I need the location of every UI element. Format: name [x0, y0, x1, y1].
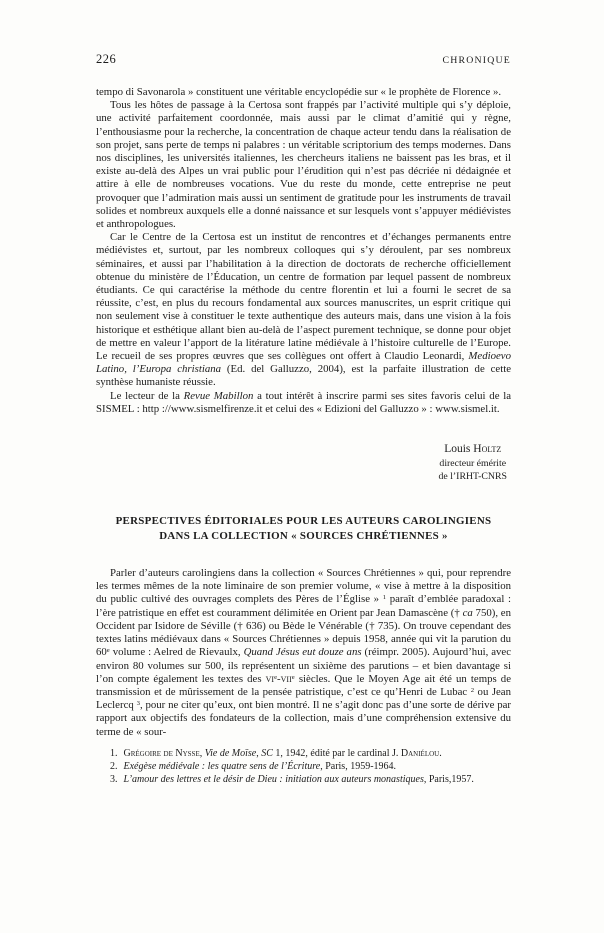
running-title: CHRONIQUE	[442, 55, 511, 66]
paragraph-continuation: tempo di Savonarola » constituent une véritable encyclopédie sur « le prophète de Florence ».	[96, 86, 502, 98]
author-name: Louis Holtz	[444, 443, 502, 456]
signature-block	[439, 442, 508, 483]
article-title	[96, 514, 511, 544]
running-head	[96, 52, 511, 67]
next-article	[96, 514, 511, 786]
page-number: 226	[96, 52, 117, 66]
paragraph: Tous les hôtes de passage à la Certosa sont frappés par l’activité multiple qui s’y déploie, une activité parfaitement coordonnée, mais aussi par le climat d’amitié qui y règne, l’enthousiasme pour la recherche, la concentration de chaque acteur tendu dans la réalisation de son projet, sans perte de temps ni palabres : un véritable scriptorium des temps modernes. Dans nos disciplines, les universités italiennes, les chercheurs italiens ne baissent pas les bras, et il existe au-delà des Alpes un vrai public pour l’érudition qui n’est pas décriée ni dédaignée et attire à elle de nombreuses vocations. Vue du reste du monde, cette entreprise ne peut provoquer que l’admiration mais aussi un sentiment de gratitude pour les instruments de travail solides et nombreux auxquels elle a donné naissance et sur lesquels vont s’appuyer médiévistes et anthropologues.	[96, 99, 511, 231]
footnote-3	[96, 773, 511, 786]
footnote-text: Grégoire de Nysse, Vie de Moïse, SC 1, 1942, édité par le cardinal J. Daniélou.	[123, 747, 442, 759]
chronique-article-end	[96, 86, 511, 483]
paragraph: Parler d’auteurs carolingiens dans la collection « Sources Chrétiennes » qui, pour reprendre les termes mêmes de la note liminaire de son premier volume, « vise à mettre à la disposition du public cultivé des ouvrages complets des Pères de l’Église » $^1$ paraît d’emblée paradoxal : l’ère patristique en effet est couramment délimitée en Orient par Jean Damascène († ca 750), en Occident par Isidore de Séville († 636) ou Bède le Vénérable († 735). On trouve cependant des textes latins médiévaux dans « Sources Chrétiennes » depuis 1958, année qui vit la parution du 60e volume : Aelred de Rievaulx, Quand Jésus eut douze ans (réimpr. 2005). Aujourd’hui, avec environ 80 volumes sur 500, ils représentent un sixième des parutions – et bien davantage si l’on compte également les textes des $vi^e-vii^e$ siècles. Que le Moyen Age ait été un temps de transmission et de mûrissement de la pensée patristique, c’est ce qu’Henri de Lubac $^2$ ou Jean Leclercq $^3$, pour ne citer qu’eux, ont bien montré. Il ne s’agit donc pas d’une sorte de dérive par rapport aux objectifs des fondateurs de la collection, mais d’une compréhension extensive du terme de « sour-	[96, 567, 512, 738]
footnote-1	[96, 747, 511, 760]
article-title-line-1: PERSPECTIVES ÉDITORIALES POUR LES AUTEURS CAROLINGIENS	[115, 515, 492, 528]
footnote-number: 3.	[110, 773, 118, 785]
author-role-line: directeur émérite	[439, 458, 507, 470]
footnote-text: L’amour des lettres et le désir de Dieu : initiation aux auteurs monastiques, Paris,1957.	[123, 773, 474, 785]
article-title-line-2: DANS LA COLLECTION « SOURCES CHRÉTIENNES »	[159, 530, 448, 543]
footnote-text: Exégèse médiévale : les quatre sens de l’Écriture, Paris, 1959-1964.	[123, 760, 397, 772]
footnote-number: 1.	[110, 747, 118, 759]
footnotes	[96, 747, 511, 786]
author-affiliation-line: de l’IRHT-CNRS	[438, 470, 507, 482]
paragraph: Car le Centre de la Certosa est un institut de rencontres et d’échanges permanents entre médiévistes et, surtout, par les nombreux colloques qui s’y déroulent, par ses nombreux séminaires, et aussi par l’habilitation à la direction de doctorats de recherche officiellement obtenue du ministère de l’Éducation, un centre de formation par lequel passent de nombreux étudiants. Ce qui caractérise la méthode du centre florentin et lui a fourni le secret de sa réussite, c’est, en plus du recours fondamental aux sources manuscrites, un esprit critique qui non seulement vise à constituer le texte authentique des auteurs mais, dans une vision à la fois historique et esthétique allant bien au-delà de l’aspect purement technique, se donne pour objet de mettre en valeur l’apport de la litérature latine médiévale à l’histoire culturelle de l’Europe. Le recueil de ses propres œuvres que ses collègues ont offert à Claudio Leonardi, Medioevo Latino, l’Europa christiana (Ed. del Galluzzo, 2004), est la parfaite illustration de cette synthèse humaniste réussie.	[96, 231, 511, 389]
footnote-number: 2.	[110, 760, 118, 772]
footnote-2	[96, 760, 511, 773]
paragraph: Le lecteur de la Revue Mabillon a tout intérêt à inscrire parmi ses sites favoris celui de la SISMEL : http ://www.sismelfirenze.it et celui des « Edizioni del Galluzzo » : www.sismel.it.	[96, 389, 512, 415]
